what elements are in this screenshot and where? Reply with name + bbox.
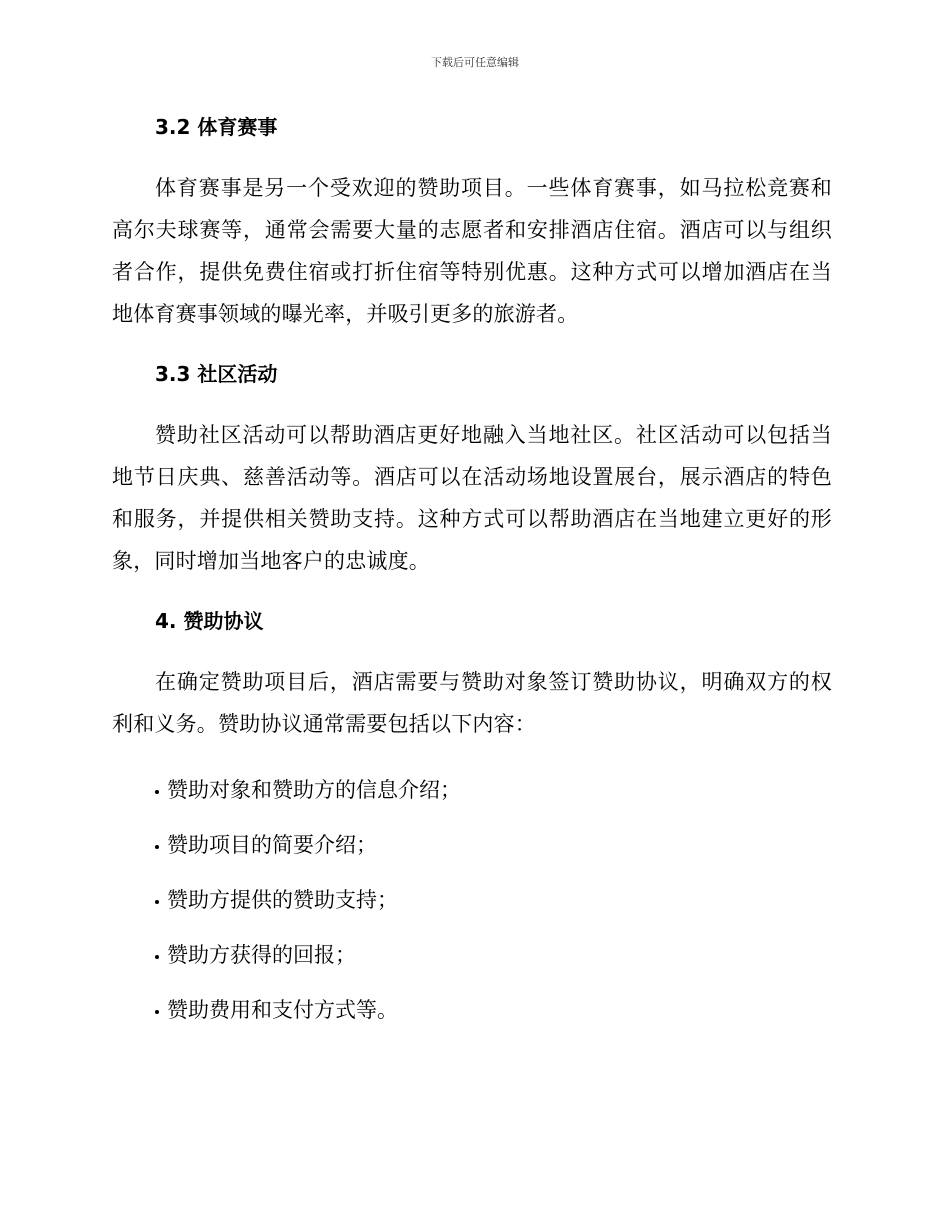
document-body: [112, 112, 832, 1044]
bullet-icon: [155, 790, 159, 794]
bullet-icon: [155, 1010, 159, 1014]
section-heading-community: 3.3 社区活动: [155, 362, 278, 386]
list-item-text: 赞助项目的简要介绍；: [167, 833, 377, 857]
page-header: 下载后可任意编辑: [431, 56, 519, 69]
agreement-bullet-list: [112, 769, 832, 1031]
section-heading-sports: 3.2 体育赛事: [155, 115, 278, 139]
section-paragraph-agreement: 在确定赞助项目后，酒店需要与赞助对象签订赞助协议，明确双方的权利和义务。赞助协议通常需要包括以下内容：: [112, 670, 832, 736]
list-item: [112, 989, 832, 1031]
list-item: [112, 824, 832, 866]
bullet-icon: [155, 900, 159, 904]
section-paragraph-community: 赞助社区活动可以帮助酒店更好地融入当地社区。社区活动可以包括当地节日庆典、慈善活动等。酒店可以在活动场地设置展台，展示酒店的特色和服务，并提供相关赞助支持。这种方式可以帮助酒店在当地建立更好的形象，同时增加当地客户的忠诚度。: [112, 423, 832, 573]
bullet-icon: [155, 955, 159, 959]
section-paragraph-sports: 体育赛事是另一个受欢迎的赞助项目。一些体育赛事，如马拉松竞赛和高尔夫球赛等，通常会需要大量的志愿者和安排酒店住宿。酒店可以与组织者合作，提供免费住宿或打折住宿等特别优惠。这种方式可以增加酒店在当地体育赛事领域的曝光率，并吸引更多的旅游者。: [112, 176, 832, 326]
section-heading-agreement: 4. 赞助协议: [155, 609, 264, 633]
list-item: [112, 879, 832, 921]
list-item-text: 赞助对象和赞助方的信息介绍；: [167, 778, 461, 802]
bullet-icon: [155, 845, 159, 849]
list-item-text: 赞助方提供的赞助支持；: [167, 888, 398, 912]
list-item-text: 赞助费用和支付方式等。: [167, 998, 398, 1022]
list-item: [112, 934, 832, 976]
list-item: [112, 769, 832, 811]
list-item-text: 赞助方获得的回报；: [167, 943, 356, 967]
